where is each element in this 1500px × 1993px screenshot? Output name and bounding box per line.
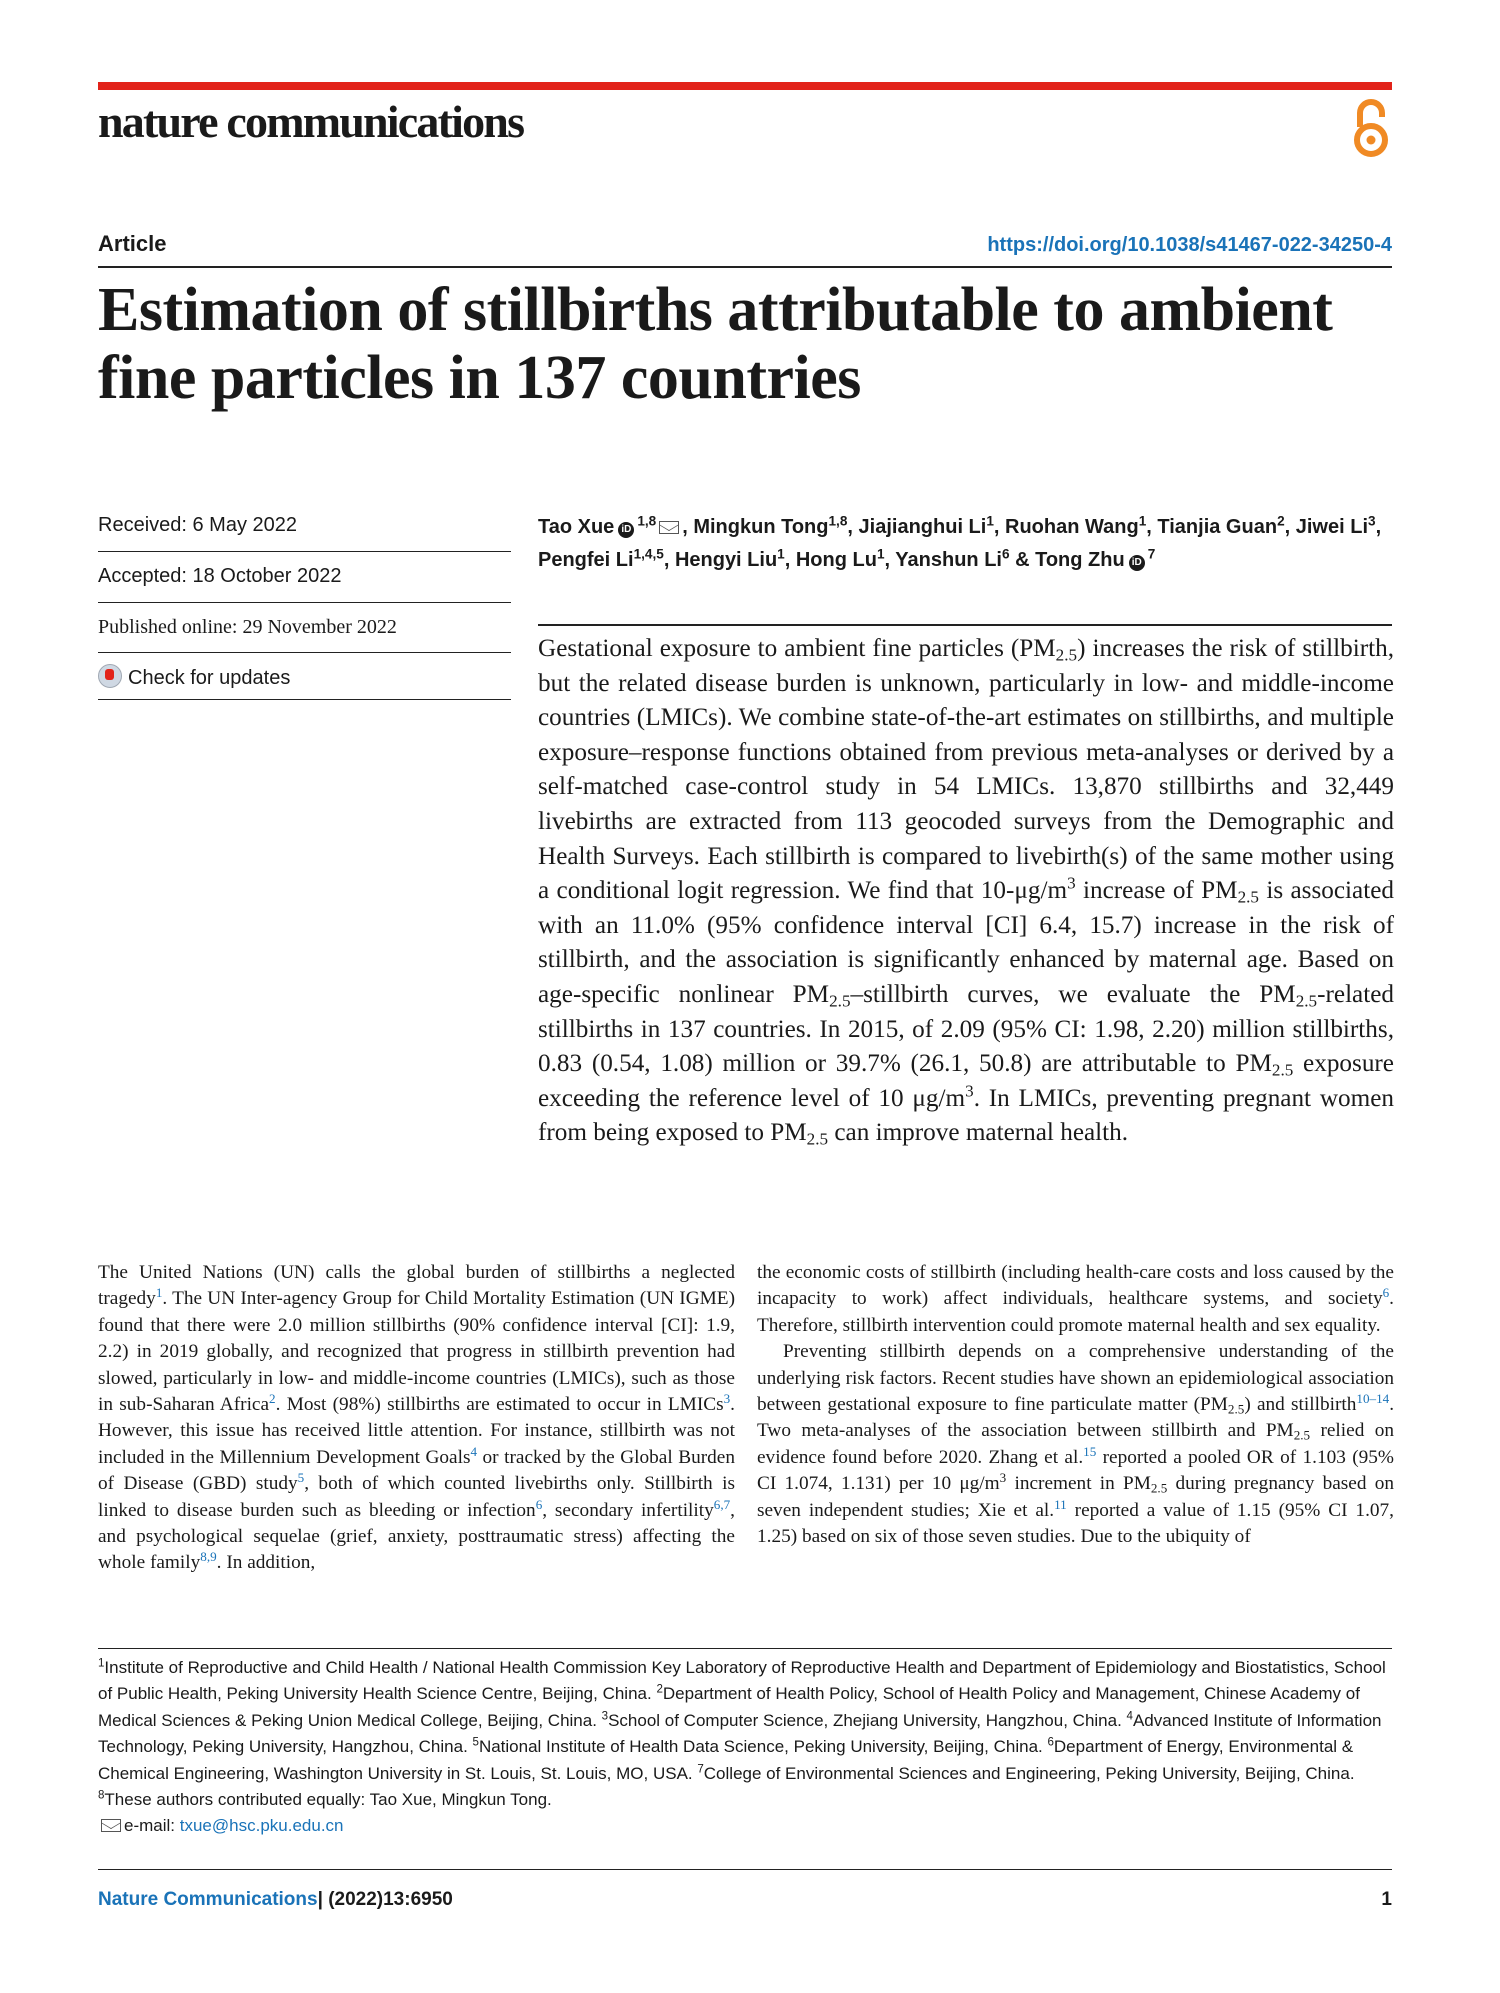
- author-affiliation-marker: 1: [1138, 513, 1147, 529]
- orcid-icon[interactable]: iD: [1129, 555, 1145, 571]
- article-title: Estimation of stillbirths attributable to ambient fine particles in 137 countries: [98, 276, 1333, 413]
- affiliations-rule: [98, 1648, 1392, 1649]
- author-affiliation-marker: 1,8: [637, 513, 657, 529]
- email-label: e-mail:: [124, 1816, 176, 1836]
- author-affiliation-marker: 2: [1277, 513, 1285, 529]
- header-rule: [98, 266, 1392, 268]
- author-name: Pengfei Li: [538, 549, 634, 571]
- affiliations: [98, 1655, 1392, 1840]
- author-affiliation-marker: 7: [1147, 546, 1156, 562]
- author-name: Tong Zhu: [1035, 549, 1125, 571]
- author-name: Jiajianghui Li: [858, 516, 987, 538]
- body-column-right: [757, 1260, 1394, 1550]
- email-link[interactable]: txue@hsc.pku.edu.cn: [179, 1816, 344, 1836]
- meta-divider: [98, 652, 511, 653]
- doi-link[interactable]: https://doi.org/10.1038/s41467-022-34250-4: [987, 234, 1392, 256]
- author-affiliation-marker: 3: [1368, 513, 1376, 529]
- article-type-label: Article: [98, 231, 167, 256]
- author-name: Ruohan Wang: [1005, 516, 1139, 538]
- body-paragraph: The United Nations (UN) calls the global burden of stillbirths a neglected tragedy$^1$. The UN Inter-agency Group for Child Mortality Estimation (UN IGME) found that there were 2.0 million stillbirths (90% confidence interval [CI]: 1.9, 2.2) in 2019 globally, and recognized that progress in stillbirth prevention had slowed, particularly in low- and middle-income countries (LMICs), such as those in sub-Saharan Africa$^2$. Most (98%) stillbirths are estimated to occur in LMICs$^3$. However, this issue has received little attention. For instance, stillbirth was not included in the Millennium Development Goals$^4$ or tracked by the Global Burden of Disease (GBD) study$^5$, both of which counted livebirths only. Stillbirth is linked to disease burden such as bleeding or infection$^6$, secondary infertility$^{6,7}$, and psychological sequelae (grief, anxiety, posttraumatic stress) affecting the whole family$^{8,9}$. In addition,: [98, 1262, 736, 1574]
- body-paragraph: Preventing stillbirth depends on a comprehensive understanding of the underlying risk factors. Recent studies have shown an epidemiological association between gestational exposure to fine particulate matter $(PM_{2.5})$ and stillbirth$^{10-14}$. Two meta-analyses of the association between stillbirth and $PM_{2.5}$ relied on evidence found before 2020. Zhang et al.$^{15}$ reported a pooled OR of 1.103 (95% CI 1.074, 1.131) per 10 $\mu g/m^3$ increment in $PM_{2.5}$ during pregnancy based on seven independent studies; Xie et al.$^{11}$ reported a value of 1.15 (95% CI 1.07, 1.25) based on six of those seven studies. Due to the ubiquity of: [757, 1341, 1395, 1548]
- affiliations-text: $^1$Institute of Reproductive and Child Health / National Health Commission Key Laboratory of Reproductive Health and Department of Epidemiology and Biostatistics, School of Public Health, Peking University Health Science Centre, Beijing, China. $^2$Department of Health Policy, School of Health Policy and Management, Chinese Academy of Medical Sciences & Peking Union Medical College, Beijing, China. $^3$School of Computer Science, Zhejiang University, Hangzhou, China. $^4$Advanced Institute of Information Technology, Peking University, Hangzhou, China. $^5$National Institute of Health Data Science, Peking University, Beijing, China. $^6$Department of Energy, Environmental & Chemical Engineering, Washington University in St. Louis, St. Louis, MO, USA. $^7$College of Environmental Sciences and Engineering, Peking University, Beijing, China. $^8$These authors contributed equally: Tao Xue, Mingkun Tong.: [98, 1657, 1386, 1810]
- published-date: Published online: 29 November 2022: [98, 616, 397, 638]
- check-for-updates-icon: [98, 664, 122, 688]
- received-date: Received: 6 May 2022: [98, 514, 298, 536]
- body-paragraph: the economic costs of stillbirth (including health-care costs and loss caused by the incapacity to work) affect individuals, healthcare systems, and society$^6$. Therefore, stillbirth intervention could promote maternal health and sex equality.: [757, 1262, 1394, 1336]
- header-red-bar: [98, 82, 1392, 90]
- abstract: Gestational exposure to ambient fine particles $(PM_{2.5})$ increases the risk of stillbirth, but the related disease burden is unknown, particularly in low- and middle-income countries (LMICs). We combine state-of-the-art estimates on stillbirths, and multiple exposure–response functions obtained from previous meta-analyses or derived by a self-matched case-control study in 54 LMICs. 13,870 stillbirths and 32,449 livebirths are extracted from 113 geocoded surveys from the Demographic and Health Surveys. Each stillbirth is compared to livebirth(s) of the same mother using a conditional logit regression. We find that $10-\mu g/m^3$ increase of $PM_{2.5}$ is associated with an 11.0% (95% confidence interval [CI] 6.4, 15.7) increase in the risk of stillbirth, and the association is significantly enhanced by maternal age. Based on age-specific nonlinear $PM_{2.5}$–stillbirth curves, we evaluate the $PM_{2.5}$-related stillbirths in 137 countries. In 2015, of 2.09 (95% CI: 1.98, 2.20) million stillbirths, 0.83 (0.54, 1.08) million or 39.7% (26.1, 50.8) are attributable to $PM_{2.5}$ exposure exceeding the reference level of 10 $\mu g/m^3$. In LMICs, preventing pregnant women from being exposed to $PM_{2.5}$ can improve maternal health.: [538, 635, 1395, 1149]
- orcid-icon[interactable]: iD: [618, 522, 634, 538]
- accepted-date: Accepted: 18 October 2022: [98, 565, 342, 587]
- author-list: Tao Xue iD$^{1,8}$ , Mingkun Tong$^{1,8}$, Jiajianghui Li$^1$, Ruohan Wang$^1$, Tianjia Guan$^2$, Jiwei Li$^3$, Pengfei Li$^{1,4,5}$, Hengyi Liu$^1$, Hong Lu$^1$, Yanshun Li$^6$ & Tong Zhu $iD^7$: [538, 513, 1382, 571]
- author-affiliation-marker: 1: [777, 546, 785, 562]
- check-for-updates-label: Check for updates: [128, 667, 291, 689]
- author-name: Mingkun Tong: [693, 516, 829, 538]
- footer-journal: Nature Communications: [98, 1889, 318, 1910]
- author-name: Hong Lu: [795, 549, 877, 571]
- author-affiliation-marker: 1: [986, 513, 994, 529]
- check-for-updates-button[interactable]: [98, 664, 511, 690]
- page-number: 1: [1381, 1889, 1392, 1910]
- open-access-icon: [1350, 97, 1392, 159]
- author-affiliation-marker: 1,8: [828, 513, 848, 529]
- meta-divider: [98, 551, 511, 552]
- meta-divider: [98, 699, 511, 700]
- author-affiliation-marker: 6: [1001, 546, 1010, 562]
- body-column-left: [98, 1260, 735, 1577]
- author-name: Yanshun Li: [895, 549, 1002, 571]
- email-icon[interactable]: [659, 521, 679, 534]
- author-name: Tao Xue: [538, 516, 615, 538]
- meta-divider: [98, 602, 511, 603]
- footer-rule: [98, 1869, 1392, 1870]
- abstract-rule: [538, 624, 1392, 626]
- email-icon: [101, 1819, 121, 1832]
- author-affiliation-marker: 1,4,5: [633, 546, 664, 562]
- author-name: Hengyi Liu: [674, 549, 778, 571]
- footer-volume: | (2022)13:6950: [317, 1889, 453, 1910]
- author-affiliation-marker: 1: [876, 546, 885, 562]
- footer-citation: [98, 1889, 453, 1911]
- author-name: Jiwei Li: [1295, 516, 1368, 538]
- journal-name: nature communications: [98, 96, 524, 147]
- author-name: Tianjia Guan: [1157, 516, 1278, 538]
